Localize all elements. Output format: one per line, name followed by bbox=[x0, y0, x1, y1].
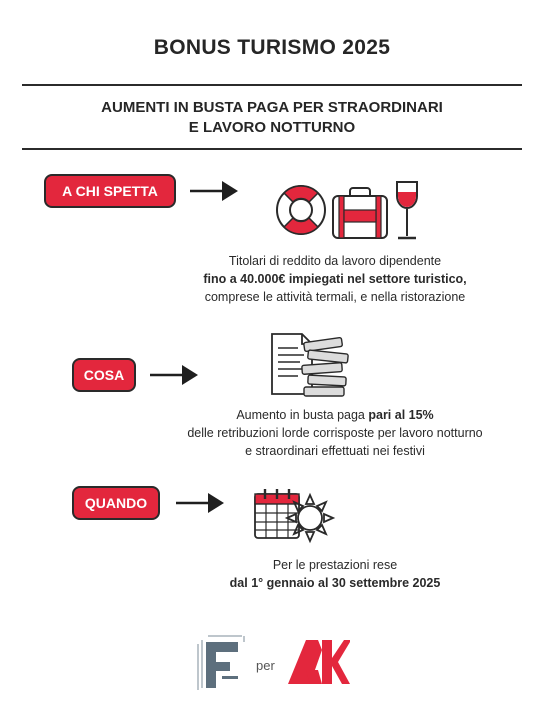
desc-line: comprese le attività termali, e nella ristorazione bbox=[204, 290, 466, 304]
desc-line-bold: dal 1° gennaio al 30 settembre 2025 bbox=[229, 576, 441, 590]
desc-line: delle retribuzioni lorde corrisposte per lavoro notturno bbox=[187, 426, 483, 440]
sun-icon bbox=[284, 492, 336, 544]
logo-f-icon bbox=[194, 630, 250, 692]
desc-line-normal: Aumento in busta paga bbox=[236, 408, 369, 422]
label-quando: QUANDO bbox=[72, 486, 160, 520]
desc-a-chi-spetta bbox=[150, 252, 520, 306]
divider-top bbox=[22, 84, 522, 86]
wine-glass-icon bbox=[394, 180, 420, 242]
arrow-right-icon bbox=[190, 180, 240, 202]
desc-line: e straordinari effettuati nei festivi bbox=[245, 444, 425, 458]
desc-line-bold: pari al 15% bbox=[368, 408, 434, 422]
page-title: BONUS TURISMO 2025 bbox=[153, 36, 391, 59]
label-a-chi-spetta: A CHI SPETTA bbox=[44, 174, 176, 208]
desc-line: Titolari di reddito da lavoro dipendente bbox=[228, 254, 442, 268]
suitcase-icon bbox=[330, 186, 390, 242]
documents-icon bbox=[268, 332, 352, 398]
life-ring-icon bbox=[272, 170, 330, 246]
label-cosa: COSA bbox=[72, 358, 136, 392]
subtitle-line-2: E LAVORO NOTTURNO bbox=[188, 119, 356, 136]
logo-ak-icon bbox=[288, 640, 350, 684]
desc-line: Per le prestazioni rese bbox=[272, 558, 398, 572]
arrow-right-icon bbox=[150, 364, 200, 386]
desc-quando bbox=[150, 556, 520, 592]
footer-connector: per bbox=[256, 658, 275, 673]
subtitle-line-1: AUMENTI IN BUSTA PAGA PER STRAORDINARI bbox=[101, 99, 443, 116]
arrow-right-icon bbox=[176, 492, 226, 514]
desc-cosa bbox=[150, 406, 520, 460]
desc-line bbox=[150, 406, 520, 424]
divider-bottom bbox=[22, 148, 522, 150]
page-subtitle bbox=[0, 98, 544, 138]
desc-line-bold: fino a 40.000€ impiegati nel settore turistico, bbox=[203, 272, 467, 286]
